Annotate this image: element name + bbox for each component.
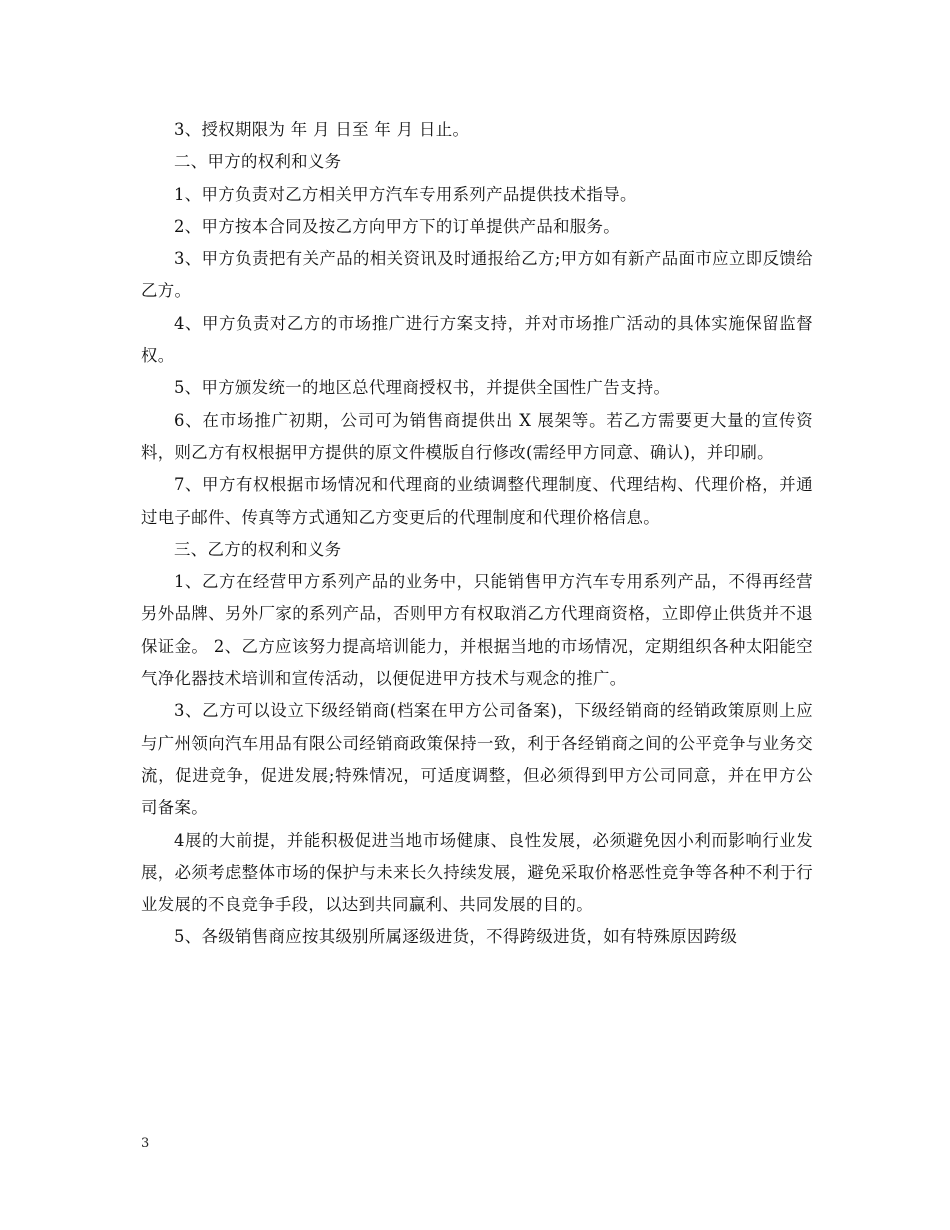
paragraph-a2: 2、甲方按本合同及按乙方向甲方下的订单提供产品和服务。 (174, 216, 621, 236)
paragraph-a3: 3、甲方负责把有关产品的相关资讯及时通报给乙方;甲方如有新产品面市应立即反馈给乙方。 (141, 249, 813, 301)
paragraph-b3: 3、乙方可以设立下级经销商(档案在甲方公司备案)，下级经销商的经销政策原则上应与广州领向汽车用品有限公司经销商政策保持一致，利于各经销商之间的公平竞争与业务交流，促进竞争，促进发展;特殊情况，可适度调整，但必须得到甲方公司同意，并在甲方公司备案。 (141, 701, 813, 818)
section-heading-party-a: 二、甲方的权利和义务 (174, 152, 342, 172)
page-number: 3 (141, 1136, 150, 1151)
section-heading-party-b: 三、乙方的权利和义务 (174, 539, 342, 559)
paragraph-a4: 4、甲方负责对乙方的市场推广进行方案支持，并对市场推广活动的具体实施保留监督权。 (141, 313, 813, 366)
paragraph-a1: 1、甲方负责对乙方相关甲方汽车专用系列产品提供技术指导。 (174, 184, 637, 204)
paragraph-b4: 4展的大前提，并能积极促进当地市场健康、良性发展，必须避免因小利而影响行业发展，必须考虑整体市场的保护与未来长久持续发展，避免采取价格恶性竞争等各种不利于行业发展的不良竞争手段，以达到共同赢利、共同发展的目的。 (141, 830, 813, 915)
paragraph-a5: 5、甲方颁发统一的地区总代理商授权书，并提供全国性广告支持。 (174, 378, 671, 398)
paragraph-b1-b2: 1、乙方在经营甲方系列产品的业务中，只能销售甲方汽车专用系列产品，不得再经营另外品牌、另外厂家的系列产品，否则甲方有权取消乙方代理商资格，立即停止供货并不退保证金。 2、乙方应该努力提高培训能力，并根据当地的市场情况，定期组织各种太阳能空气净化器技术培训和宣传活动，以便促进甲方技术与观念的推广。 (141, 572, 813, 689)
document-body (141, 114, 813, 954)
paragraph-a7: 7、甲方有权根据市场情况和代理商的业绩调整代理制度、代理结构、代理价格，并通过电子邮件、传真等方式通知乙方变更后的代理制度和代理价格信息。 (141, 475, 813, 527)
paragraph-a6: 6、在市场推广初期，公司可为销售商提供出 X 展架等。若乙方需要更大量的宣传资料，则乙方有权根据甲方提供的原文件模版自行修改(需经甲方同意、确认)，并印刷。 (141, 410, 813, 462)
paragraph-b5: 5、各级销售商应按其级别所属逐级进货，不得跨级进货，如有特殊原因跨级 (174, 927, 738, 947)
paragraph-authorization-period: 3、授权期限为 年 月 日至 年 月 日止。 (174, 120, 470, 139)
